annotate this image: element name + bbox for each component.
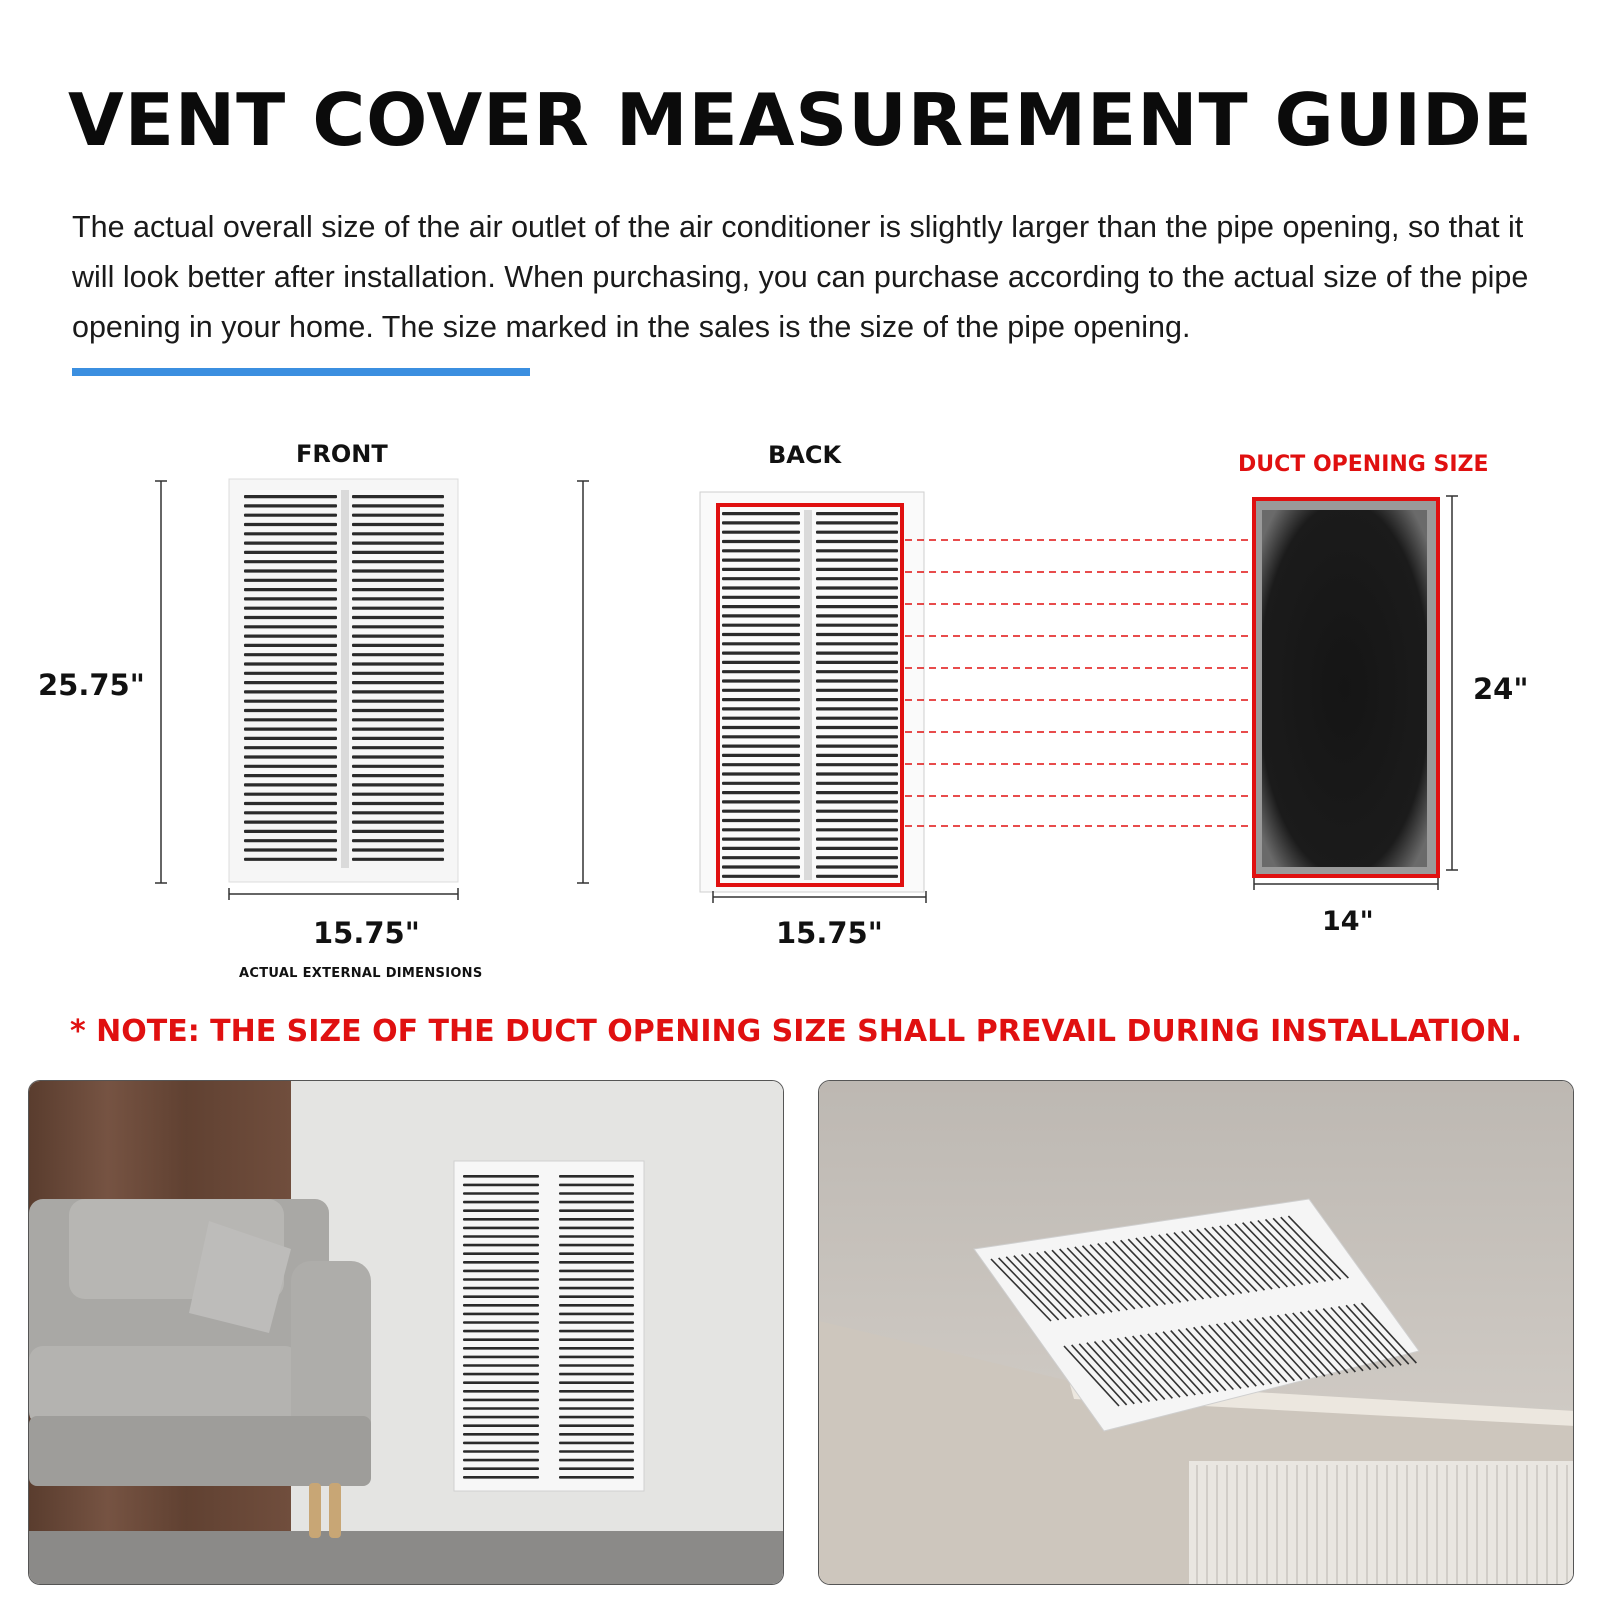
- front-height-value: 25.75": [38, 668, 145, 702]
- front-vent-drawing: [229, 479, 458, 882]
- duct-opening-drawing: [1254, 499, 1438, 876]
- duct-label: DUCT OPENING SIZE: [1238, 452, 1489, 477]
- wall-scene: [29, 1081, 784, 1585]
- duct-height-value: 24": [1473, 672, 1529, 706]
- duct-width-line: [1254, 878, 1438, 890]
- photo-wall-vent: [28, 1080, 784, 1585]
- floor: [29, 1531, 784, 1585]
- wall-vent: [454, 1161, 644, 1491]
- back-label: BACK: [768, 441, 842, 469]
- dashed-connectors: [905, 540, 1254, 826]
- page-title: VENT COVER MEASUREMENT GUIDE: [68, 78, 1533, 162]
- front-label: FRONT: [296, 440, 388, 468]
- photo-ceiling-vent: [818, 1080, 1574, 1585]
- back-width-value: 15.75": [776, 916, 883, 950]
- duct-height-line: [1446, 496, 1458, 870]
- installation-note: * NOTE: THE SIZE OF THE DUCT OPENING SIZE SHALL PREVAIL DURING INSTALLATION.: [70, 1014, 1523, 1049]
- front-caption: ACTUAL EXTERNAL DIMENSIONS: [239, 966, 483, 981]
- ceiling-scene: [819, 1081, 1574, 1585]
- duct-width-value: 14": [1322, 906, 1374, 937]
- intro-text: The actual overall size of the air outlet of the air conditioner is slightly larger than the pipe opening, so that it will look better after installation. When purchasing, you can purchase according to the actual size of the pipe opening in your home. The size marked in the sales is the size of the pipe opening.: [72, 210, 1529, 344]
- front-height-line: [155, 481, 167, 883]
- front-width-line: [229, 888, 458, 900]
- back-vent-drawing: [700, 492, 924, 892]
- back-width-line: [713, 891, 926, 903]
- back-height-line: [577, 481, 589, 883]
- front-width-value: 15.75": [313, 916, 420, 950]
